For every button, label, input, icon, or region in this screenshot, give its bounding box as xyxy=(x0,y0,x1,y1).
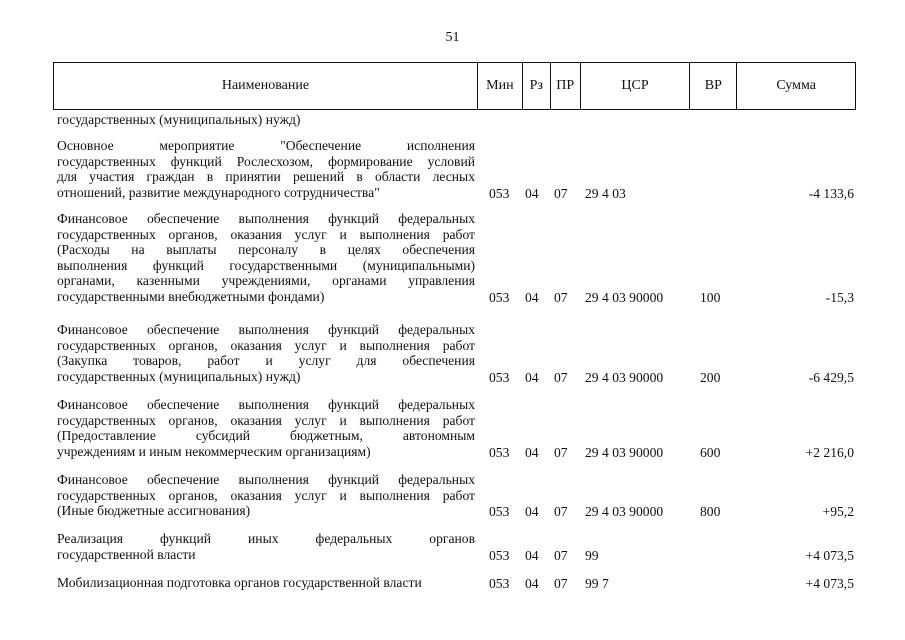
row-name-line: учреждениям и иным некоммерческим организациям) xyxy=(57,443,371,459)
header-sum: Сумма xyxy=(776,78,816,93)
row-min: 053 xyxy=(489,504,510,519)
row-sum: +4 073,5 xyxy=(805,576,854,591)
row-sum: -4 133,6 xyxy=(808,185,854,201)
row-vr: 200 xyxy=(700,369,721,385)
row-csr: 99 xyxy=(585,547,599,563)
row-name-line: (Закупка товаров, работ и услуг для обеспечения xyxy=(57,353,475,368)
row-codes xyxy=(57,370,857,386)
row-min: 053 xyxy=(489,547,510,563)
row-csr: 29 4 03 xyxy=(585,185,626,201)
row-csr: 29 4 03 90000 xyxy=(585,369,664,385)
row-name-line: Финансовое обеспечение выполнения функций федеральных xyxy=(57,397,475,412)
row-codes xyxy=(57,548,857,564)
continuation-text: государственных (муниципальных) нужд) xyxy=(57,112,301,127)
row-csr: 99 7 xyxy=(585,576,609,591)
row-sum: +4 073,5 xyxy=(805,547,854,563)
row-pr: 07 xyxy=(554,444,568,460)
row-pr: 07 xyxy=(554,369,568,385)
row-pr: 07 xyxy=(554,185,568,201)
header-csr: ЦСР xyxy=(581,63,691,109)
row-name-line: (Расходы на выплаты персоналу в целях обеспечения xyxy=(57,242,475,257)
row-name-line: отношений, развитие международного сотрудничества" xyxy=(57,184,380,200)
row-codes xyxy=(57,290,857,306)
header-name: Наименование xyxy=(54,63,478,109)
row-min: 053 xyxy=(489,444,510,460)
row-pr: 07 xyxy=(554,547,568,563)
row-rz: 04 xyxy=(525,444,539,460)
row-sum: -15,3 xyxy=(825,289,854,305)
row-name-line: государственных органов, оказания услуг и выполнения работ xyxy=(57,337,475,353)
row-csr: 29 4 03 90000 xyxy=(585,504,664,519)
row-name-line: государственных органов, оказания услуг и выполнения работ xyxy=(57,226,475,242)
row-min: 053 xyxy=(489,289,510,305)
row-name-line: государственных функций Рослесхозом, формирование условий xyxy=(57,153,475,169)
row-name-line: государственной власти xyxy=(57,546,196,562)
row-codes xyxy=(57,186,857,202)
row-vr: 100 xyxy=(700,289,721,305)
header-rz: Рз xyxy=(523,63,551,109)
row-min: 053 xyxy=(489,576,510,591)
row-name-line: Финансовое обеспечение выполнения функций федеральных xyxy=(57,211,475,226)
header-vr: ВР xyxy=(690,63,737,109)
row-name-line: для участия граждан в принятии решений в области лесных xyxy=(57,169,475,184)
row-name-line: Мобилизационная подготовка органов государственной власти xyxy=(57,575,422,590)
table-header xyxy=(53,62,856,110)
row-codes xyxy=(57,504,857,520)
row-name-line: Финансовое обеспечение выполнения функций федеральных xyxy=(57,322,475,337)
header-min: Мин xyxy=(478,63,523,109)
row-min: 053 xyxy=(489,369,510,385)
row-min: 053 xyxy=(489,185,510,201)
row-codes xyxy=(57,576,857,592)
row-name-line: выполнения функций государственными (муниципальными) xyxy=(57,257,475,273)
row-rz: 04 xyxy=(525,504,539,519)
row-csr: 29 4 03 90000 xyxy=(585,289,664,305)
row-rz: 04 xyxy=(525,185,539,201)
row-pr: 07 xyxy=(554,576,568,591)
page-number: 51 xyxy=(445,30,460,45)
row-rz: 04 xyxy=(525,289,539,305)
row-vr: 600 xyxy=(700,444,721,460)
row-pr: 07 xyxy=(554,504,568,519)
row-vr: 800 xyxy=(700,504,721,519)
row-name-line: государственных органов, оказания услуг и выполнения работ xyxy=(57,412,475,428)
row-name-line: органами, казенными учреждениями, органами управления xyxy=(57,273,475,288)
row-pr: 07 xyxy=(554,289,568,305)
row-name-line: государственных органов, оказания услуг и выполнения работ xyxy=(57,487,475,503)
row-csr: 29 4 03 90000 xyxy=(585,444,664,460)
row-name-line: государственными внебюджетными фондами) xyxy=(57,288,325,304)
header-pr: ПР xyxy=(551,63,581,109)
row-name-line: Реализация функций иных федеральных органов xyxy=(57,531,475,546)
row-rz: 04 xyxy=(525,547,539,563)
row-codes xyxy=(57,445,857,461)
row-rz: 04 xyxy=(525,369,539,385)
row-rz: 04 xyxy=(525,576,539,591)
row-name-line: (Иные бюджетные ассигнования) xyxy=(57,503,251,518)
row-sum: +95,2 xyxy=(822,504,854,519)
row-name-line: (Предоставление субсидий бюджетным, автономным xyxy=(57,428,475,443)
row-sum: +2 216,0 xyxy=(805,444,854,460)
row-name-line: Основное мероприятие "Обеспечение исполнения xyxy=(57,138,475,153)
row-sum: -6 429,5 xyxy=(808,369,854,385)
row-name-line: государственных (муниципальных) нужд) xyxy=(57,368,301,384)
row-name-line: Финансовое обеспечение выполнения функций федеральных xyxy=(57,472,475,487)
